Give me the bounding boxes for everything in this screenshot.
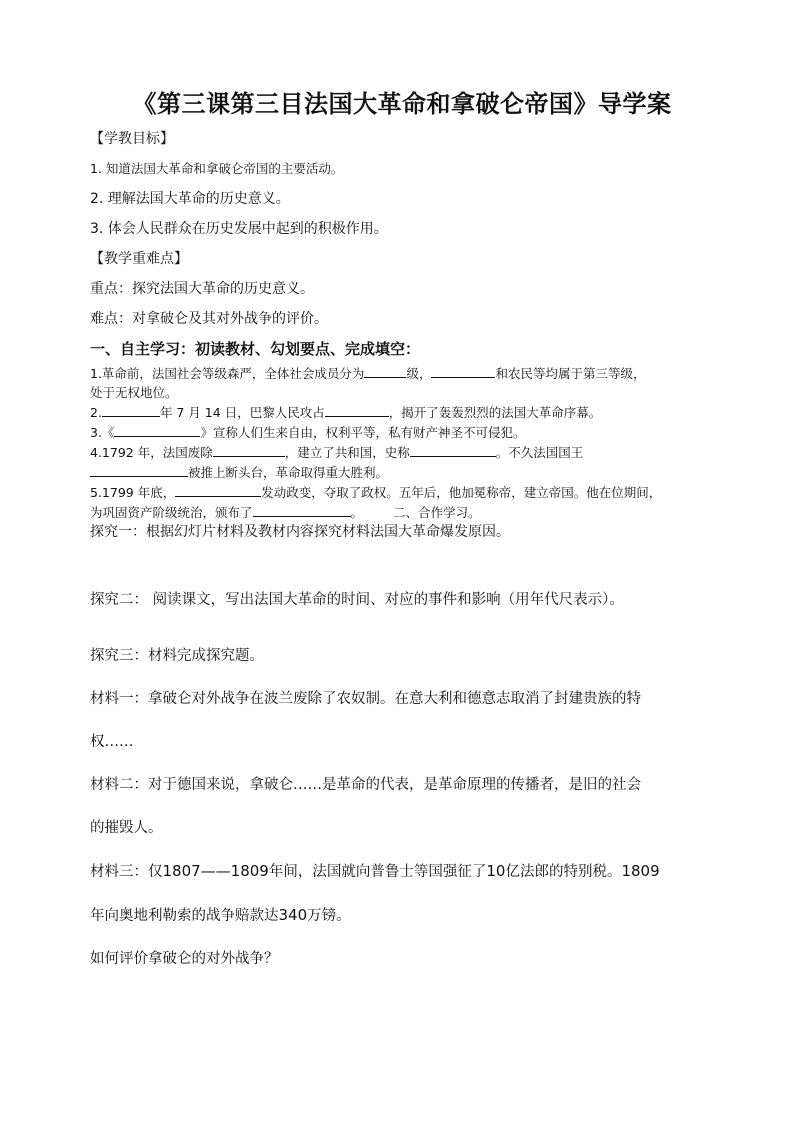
- objective-3: 3. 体会人民群众在历史发展中起到的积极作用。: [90, 221, 388, 237]
- question-1-cont: 处于无权地位。: [90, 385, 178, 400]
- answer-blank[interactable]: [213, 442, 285, 457]
- question-5: 5.1799 年底， 发动政变，夺取了政权。五年后，他加冕称帝，建立帝国。他在位期间，: [90, 482, 714, 502]
- question-3: 3.《 》宣称人们生来自由，权利平等，私有财产神圣不可侵犯。: [90, 422, 714, 442]
- fill-in-questions: [90, 363, 714, 522]
- inquiry-one: 探究一：根据幻灯片材料及教材内容探究材料法国大革命爆发原因。: [90, 524, 510, 540]
- inquiry-two: 探究二： 阅读课文，写出法国大革命的时间、对应的事件和影响（用年代尺表示）。: [90, 592, 624, 608]
- objective-1: 1. 知道法国大革命和拿破仑帝国的主要活动。: [90, 161, 344, 176]
- material-two-line-2: 的摧毁人。: [90, 820, 163, 836]
- question-2: 2. 年 7 月 14 日，巴黎人民攻占 ，揭开了轰轰烈烈的法国大革命序幕。: [90, 402, 714, 422]
- difficulty-point: 难点：对拿破仑及其对外战争的评价。: [90, 311, 328, 327]
- material-one-line-2: 权……: [90, 734, 134, 750]
- objectives-heading: 【学教目标】: [90, 131, 174, 147]
- focus-point: 重点：探究法国大革命的历史意义。: [90, 281, 314, 297]
- question-4: 4.1792 年，法国废除 ，建立了共和国，史称 。不久法国国王: [90, 442, 714, 462]
- answer-blank[interactable]: [325, 402, 389, 417]
- inquiry-three: 探究三：材料完成探究题。: [90, 648, 264, 664]
- answer-blank[interactable]: [431, 363, 495, 378]
- material-three-line-2: 年向奥地利勒索的战争赔款达340万镑。: [90, 906, 351, 924]
- answer-blank[interactable]: [410, 442, 496, 457]
- question-1: 1.革命前，法国社会等级森严，全体社会成员分为 级， 和农民等均属于第三等级，: [90, 363, 714, 383]
- answer-blank[interactable]: [175, 482, 261, 497]
- answer-blank[interactable]: [102, 402, 160, 417]
- page-title: 《第三课第三目法国大革命和拿破仑帝国》导学案: [132, 89, 672, 118]
- material-three-line-1: 材料三：仅1807——1809年间，法国就向普鲁士等国强征了10亿法郎的特别税。1809: [90, 862, 660, 880]
- objective-2: 2. 理解法国大革命的历史意义。: [90, 191, 290, 207]
- question-4-cont: 被推上断头台，革命取得重大胜利。: [90, 462, 714, 482]
- key-points-heading: 【教学重难点】: [90, 251, 188, 267]
- material-two-line-1: 材料二：对于德国来说，拿破仑……是革命的代表，是革命原理的传播者，是旧的社会: [90, 777, 641, 793]
- answer-blank[interactable]: [253, 502, 351, 517]
- answer-blank[interactable]: [364, 363, 406, 378]
- answer-blank[interactable]: [114, 422, 200, 437]
- evaluation-question: 如何评价拿破仑的对外战争？: [90, 951, 279, 967]
- answer-blank[interactable]: [90, 462, 188, 477]
- cooperation-heading: 二、合作学习。: [393, 505, 481, 520]
- question-5-cont: 为巩固资产阶级统治，颁布了 。 二、合作学习。: [90, 502, 714, 522]
- self-study-heading: 一、自主学习：初读教材、勾划要点、完成填空：: [90, 340, 421, 358]
- material-one-line-1: 材料一：拿破仑对外战争在波兰废除了农奴制。在意大利和德意志取消了封建贵族的特: [90, 691, 641, 707]
